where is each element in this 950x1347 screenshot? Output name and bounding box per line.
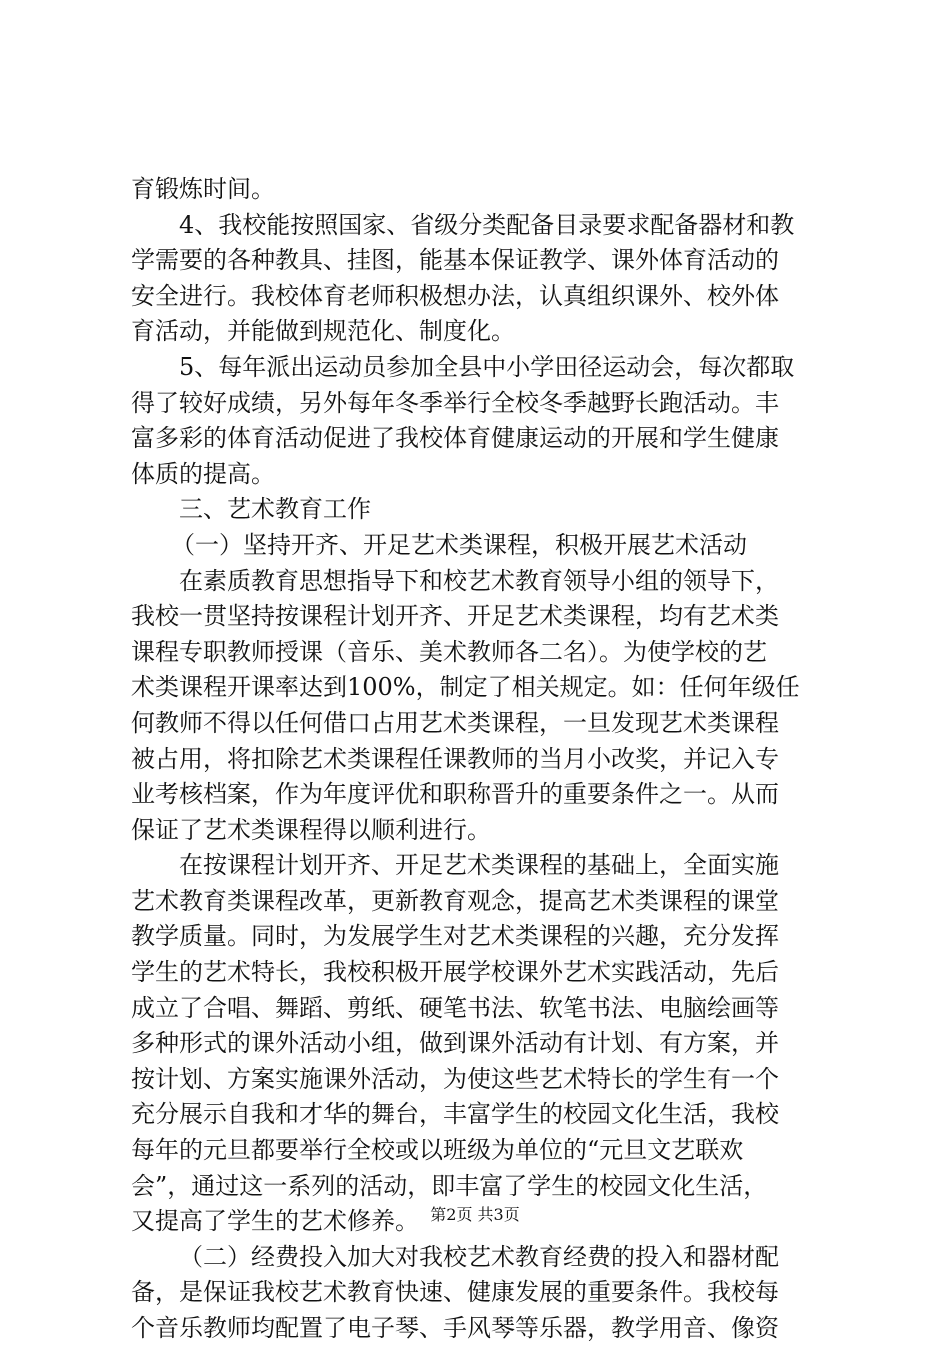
text-line: 学生的艺术特长，我校积极开展学校课外艺术实践活动，先后: [131, 958, 779, 987]
text-line: 体质的提高。: [131, 459, 275, 488]
text-line: 育锻炼时间。: [131, 175, 275, 203]
text-line: 教学质量。同时，为发展学生对艺术类课程的兴趣，充分发挥: [131, 922, 779, 951]
text-line: 我校一贯坚持按课程计划开齐、开足艺术类课程，均有艺术类: [131, 602, 779, 631]
text-line: 在素质教育思想指导下和校艺术教育领导小组的领导下，: [179, 566, 779, 595]
text-line: 备，是保证我校艺术教育快速、健康发展的重要条件。我校每: [131, 1278, 779, 1307]
subsection-heading: （一）坚持开齐、开足艺术类课程，积极开展艺术活动: [171, 530, 747, 559]
document-body: [131, 172, 811, 1347]
text-line: 育活动，并能做到规范化、制度化。: [131, 317, 515, 346]
text-line: 何教师不得以任何借口占用艺术类课程，一旦发现艺术类课程: [131, 708, 779, 737]
text-line: 每年的元旦都要举行全校或以班级为单位的“元旦文艺联欢: [131, 1136, 744, 1165]
text-line: （二）经费投入加大对我校艺术教育经费的投入和器材配: [179, 1242, 779, 1271]
text-line: 被占用，将扣除艺术类课程任课教师的当月小改奖，并记入专: [131, 744, 779, 773]
text-line: 4、我校能按照国家、省级分类配备目录要求配备器材和教: [179, 210, 795, 239]
text-line: 安全进行。我校体育老师积极想办法，认真组织课外、校外体: [131, 281, 779, 310]
page-footer: [0, 1205, 950, 1225]
text-line: 富多彩的体育活动促进了我校体育健康运动的开展和学生健康: [131, 424, 779, 453]
text-line: 业考核档案，作为年度评优和职称晋升的重要条件之一。从而: [131, 780, 779, 809]
text-line: 课程专职教师授课（音乐、美术教师各二名）。为使学校的艺: [131, 637, 767, 666]
text-line: 在按课程计划开齐、开足艺术类课程的基础上，全面实施: [179, 851, 779, 880]
text-line: 保证了艺术类课程得以顺利进行。: [131, 815, 491, 844]
text-line: 成立了合唱、舞蹈、剪纸、硬笔书法、软笔书法、电脑绘画等: [131, 993, 779, 1022]
page-number: 第2页 共3页: [430, 1205, 520, 1224]
text-line: 会”，通过这一系列的活动，即丰富了学生的校园文化生活，: [131, 1171, 768, 1200]
text-line: 按计划、方案实施课外活动，为使这些艺术特长的学生有一个: [131, 1064, 779, 1093]
text-line: 艺术教育类课程改革，更新教育观念，提高艺术类课程的课堂: [131, 886, 779, 915]
text-line: 得了较好成绩，另外每年冬季举行全校冬季越野长跑活动。丰: [131, 388, 779, 417]
text-line: 多种形式的课外活动小组，做到课外活动有计划、有方案，并: [131, 1029, 779, 1058]
text-line: 5、每年派出运动员参加全县中小学田径运动会，每次都取: [179, 352, 795, 381]
text-line: 个音乐教师均配置了电子琴、手风琴等乐器，教学用音、像资: [131, 1314, 779, 1342]
text-line: 术类课程开课率达到100%，制定了相关规定。如：任何年级任: [131, 673, 800, 702]
text-line: 充分展示自我和才华的舞台，丰富学生的校园文化生活，我校: [131, 1100, 779, 1129]
text-line: 学需要的各种教具、挂图，能基本保证教学、课外体育活动的: [131, 246, 779, 275]
text-line: 又提高了学生的艺术修养。: [131, 1207, 419, 1236]
section-heading: 三、艺术教育工作: [179, 495, 371, 524]
